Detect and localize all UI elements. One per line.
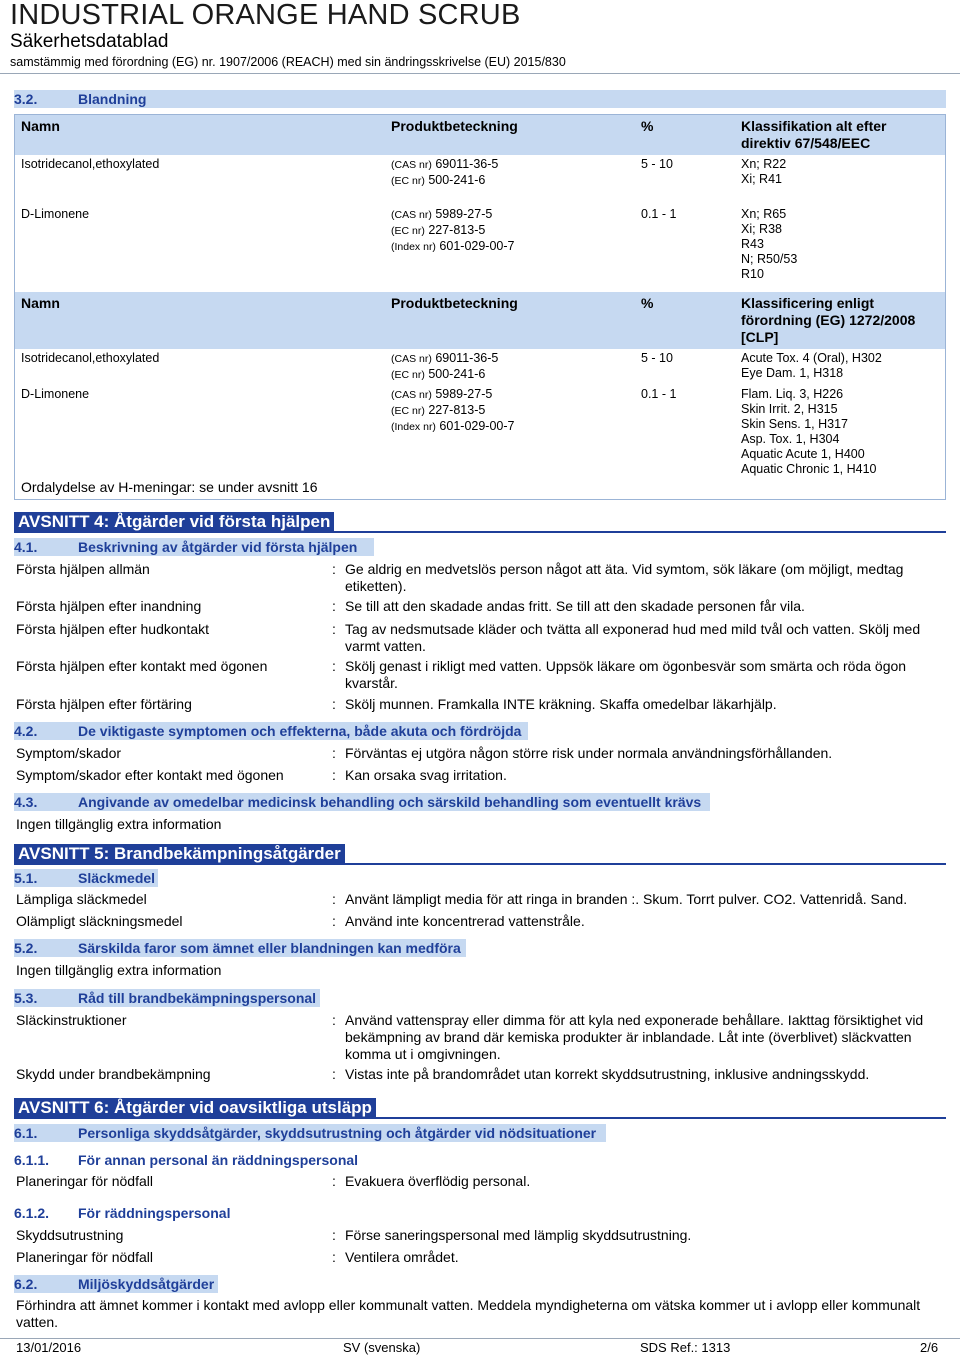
classification-entry: Eye Dam. 1, H318 (741, 366, 844, 380)
separator: : (332, 561, 336, 577)
info-value: Använt lämpligt media för att ringa in branden :. Skum. Torrt pulver. CO2. Vattenridå. Sand. (345, 891, 908, 907)
concentration: 5 - 10 (641, 351, 673, 365)
separator: : (332, 1066, 336, 1082)
subsection-6-1-heading: 6.1. Personliga skyddsåtgärder, skyddsutrustning och åtgärder vid nödsituationer (14, 1124, 606, 1142)
separator: : (332, 891, 336, 907)
identifier-value: 5989-27-5 (435, 207, 493, 221)
info-label: Planeringar för nödfall (16, 1173, 153, 1189)
classification-entry: Skin Sens. 1, H317 (741, 417, 849, 431)
info-value: Tag av nedsmutsade kläder och tvätta all exponerad hud med mild tvål och vatten. Skölj med varmt vatten. (345, 621, 921, 654)
identifier-line (391, 173, 629, 189)
revision-date: 13/01/2016 (16, 1340, 82, 1355)
separator: : (332, 621, 336, 637)
classification-entry: Xi; R41 (741, 172, 782, 186)
identifier-label: (Index nr) (391, 421, 436, 433)
identifier-value: 500-241-6 (428, 173, 486, 187)
col-header-classification: Klassificering enligt förordning (EG) 1272/2008 [CLP] (735, 292, 945, 349)
identifier-line (391, 239, 629, 255)
identifier-label: (EC nr) (391, 175, 425, 187)
concentration: 5 - 10 (641, 157, 673, 171)
col-header-name: Namn (15, 292, 385, 349)
info-value: Skölj genast i rikligt med vatten. Uppsök läkare om ögonbesvär som smärta och röda ögon kvarstår. (345, 658, 907, 691)
classification-entry: Xi; R38 (741, 222, 782, 236)
classification-entry: Xn; R22 (741, 157, 787, 171)
col-header-product-id: Produktbeteckning (385, 115, 635, 155)
document-type: Säkerhetsdatablad (10, 31, 169, 52)
classification-entry: Flam. Liq. 3, H226 (741, 387, 844, 401)
info-label: Första hjälpen efter inandning (16, 598, 202, 614)
separator: : (332, 1249, 336, 1265)
info-label: Första hjälpen allmän (16, 561, 150, 577)
substance-name: D-Limonene (21, 207, 90, 221)
section-4-3-text: Ingen tillgänglig extra information (16, 816, 222, 832)
classification-entry: R10 (741, 267, 764, 281)
info-value: Evakuera överflödig personal. (345, 1173, 531, 1189)
section-5-heading: AVSNITT 5: Brandbekämpningsåtgärder (14, 845, 946, 865)
footer-divider (0, 1338, 960, 1339)
identifier-value: 227-813-5 (428, 403, 486, 417)
identifier-label: (CAS nr) (391, 353, 432, 365)
separator: : (332, 696, 336, 712)
classification (735, 155, 945, 205)
info-label: Skydd under brandbekämpning (16, 1066, 211, 1082)
info-value: Ge aldrig en medvetslös person något att äta. Vid symtom, sök läkare (om möjligt, medtag etiketten). (345, 561, 904, 594)
table-row (15, 349, 945, 385)
subsection-5-1-heading: 5.1. Släckmedel (14, 869, 158, 887)
info-value: Skölj munnen. Framkalla INTE kräkning. Skaffa omedelbar läkarhjälp. (345, 696, 777, 712)
identifier-label: (CAS nr) (391, 159, 432, 171)
identifier-value: 69011-36-5 (435, 157, 499, 171)
identifier-line (391, 367, 629, 383)
substance-name: Isotridecanol,ethoxylated (21, 157, 160, 171)
section-6-heading: AVSNITT 6: Åtgärder vid oavsiktliga utsläpp (14, 1099, 946, 1119)
regulation-line: samstämmig med förordning (EG) nr. 1907/2006 (REACH) med sin ändringsskrivelse (EU) 2015/830 (10, 55, 566, 69)
info-label: Symptom/skador efter kontakt med ögonen (16, 767, 284, 783)
separator: : (332, 1012, 336, 1028)
info-value: Förse saneringspersonal med lämplig skyddsutrustning. (345, 1227, 692, 1243)
col-header-classification: Klassifikation alt efter direktiv 67/548/EEC (735, 115, 945, 155)
classification (735, 349, 945, 385)
identifier-value: 69011-36-5 (435, 351, 499, 365)
identifier-value: 601-029-00-7 (439, 419, 515, 433)
info-value: Förväntas ej utgöra någon större risk under normala användningsförhållanden. (345, 745, 833, 761)
subsection-4-2-heading: 4.2. De viktigaste symptomen och effekterna, både akuta och fördröjda (14, 722, 528, 740)
separator: : (332, 913, 336, 929)
identifier-line (391, 157, 629, 173)
substance-name: D-Limonene (21, 387, 90, 401)
identifier-label: (CAS nr) (391, 389, 432, 401)
table-row (15, 205, 945, 284)
identifier-line (391, 351, 629, 367)
subsection-6-1-1-heading: 6.1.1. För annan personal än räddningspersonal (14, 1152, 359, 1168)
info-value: Använd inte koncentrerad vattenstråle. (345, 913, 585, 929)
table-row (15, 385, 945, 479)
identifier-value: 5989-27-5 (435, 387, 493, 401)
classification-entry: Aquatic Chronic 1, H410 (741, 462, 877, 476)
info-value: Använd vattenspray eller dimma för att kyla ned exponerade behållare. Iakttag försiktighet vid bekämpning av brand där kemiska produkter är inblandade. Låt inte (överblivet) släckvatten komma ut i omgivningen. (345, 1012, 924, 1062)
classification (735, 205, 945, 284)
header-divider (0, 73, 960, 74)
document-header (10, 0, 566, 70)
subsection-4-3-heading: 4.3. Angivande av omedelbar medicinsk behandling och särskild behandling som eventuellt krävs (14, 793, 710, 811)
subsection-3-2-heading: 3.2. Blandning (14, 90, 946, 108)
separator: : (332, 1173, 336, 1189)
separator: : (332, 745, 336, 761)
substance-name: Isotridecanol,ethoxylated (21, 351, 160, 365)
table-row (15, 155, 945, 205)
info-label: Olämpligt släckningsmedel (16, 913, 183, 929)
section-4-heading: AVSNITT 4: Åtgärder vid första hjälpen (14, 513, 946, 533)
section-5-2-text: Ingen tillgänglig extra information (16, 962, 222, 978)
classification-entry: Aquatic Acute 1, H400 (741, 447, 865, 461)
mixture-table-dsd (15, 115, 945, 284)
info-value: Kan orsaka svag irritation. (345, 767, 507, 783)
h-phrase-note: Ordalydelse av H-meningar: se under avsnitt 16 (21, 479, 318, 495)
identifier-line (391, 403, 629, 419)
identifier-label: (EC nr) (391, 405, 425, 417)
identifier-line (391, 207, 629, 223)
info-value: Ventilera området. (345, 1249, 459, 1265)
info-value: Se till att den skadade andas fritt. Se till att den skadade personen får vila. (345, 598, 805, 614)
subsection-5-2-heading: 5.2. Särskilda faror som ämnet eller blandningen kan medföra (14, 939, 466, 957)
separator: : (332, 1227, 336, 1243)
identifier-label: (EC nr) (391, 225, 425, 237)
identifier-value: 601-029-00-7 (439, 239, 515, 253)
info-value: Vistas inte på brandområdet utan korrekt skyddsutrustning, inklusive andningsskydd. (345, 1066, 870, 1082)
info-label: Första hjälpen efter kontakt med ögonen (16, 658, 268, 674)
info-label: Första hjälpen efter förtäring (16, 696, 192, 712)
classification-entry: Skin Irrit. 2, H315 (741, 402, 838, 416)
info-label: Lämpliga släckmedel (16, 891, 147, 907)
concentration: 0.1 - 1 (641, 387, 677, 401)
mixture-box (14, 114, 946, 500)
identifier-line (391, 419, 629, 435)
classification-entry: Xn; R65 (741, 207, 787, 221)
sds-reference: SDS Ref.: 1313 (640, 1340, 731, 1355)
mixture-table-clp (15, 292, 945, 479)
col-header-percent: % (635, 292, 735, 349)
product-identifiers (385, 155, 635, 205)
identifier-line (391, 387, 629, 403)
classification-entry: N; R50/53 (741, 252, 798, 266)
product-identifiers (385, 349, 635, 385)
classification-entry: Acute Tox. 4 (Oral), H302 (741, 351, 882, 365)
separator: : (332, 767, 336, 783)
separator: : (332, 658, 336, 674)
info-label: Symptom/skador (16, 745, 122, 761)
identifier-line (391, 223, 629, 239)
info-label: Skyddsutrustning (16, 1227, 124, 1243)
product-identifiers (385, 205, 635, 284)
page-number: 2/6 (920, 1340, 939, 1355)
subsection-4-1-heading: 4.1. Beskrivning av åtgärder vid första hjälpen (14, 538, 374, 556)
identifier-value: 227-813-5 (428, 223, 486, 237)
classification (735, 385, 945, 479)
identifier-label: (Index nr) (391, 241, 436, 253)
classification-entry: R43 (741, 237, 764, 251)
subsection-5-3-heading: 5.3. Råd till brandbekämpningspersonal (14, 989, 320, 1007)
identifier-label: (CAS nr) (391, 209, 432, 221)
info-label: Släckinstruktioner (16, 1012, 127, 1028)
product-identifiers (385, 385, 635, 479)
product-title: INDUSTRIAL ORANGE HAND SCRUB (10, 0, 521, 31)
language: SV (svenska) (343, 1340, 421, 1355)
identifier-label: (EC nr) (391, 369, 425, 381)
identifier-value: 500-241-6 (428, 367, 486, 381)
subsection-6-2-heading: 6.2. Miljöskyddsåtgärder (14, 1275, 218, 1293)
subsection-6-1-2-heading: 6.1.2. För räddningspersonal (14, 1205, 231, 1221)
separator: : (332, 598, 336, 614)
classification-entry: Asp. Tox. 1, H304 (741, 432, 840, 446)
info-label: Första hjälpen efter hudkontakt (16, 621, 210, 637)
concentration: 0.1 - 1 (641, 207, 677, 221)
info-label: Planeringar för nödfall (16, 1249, 153, 1265)
col-header-percent: % (635, 115, 735, 155)
section-6-2-text: Förhindra att ämnet kommer i kontakt med avlopp eller kommunalt vatten. Meddela myndigheterna om vätska kommer ut i avlopp eller kommunalt vatten. (16, 1297, 921, 1330)
col-header-name: Namn (15, 115, 385, 155)
col-header-product-id: Produktbeteckning (385, 292, 635, 349)
